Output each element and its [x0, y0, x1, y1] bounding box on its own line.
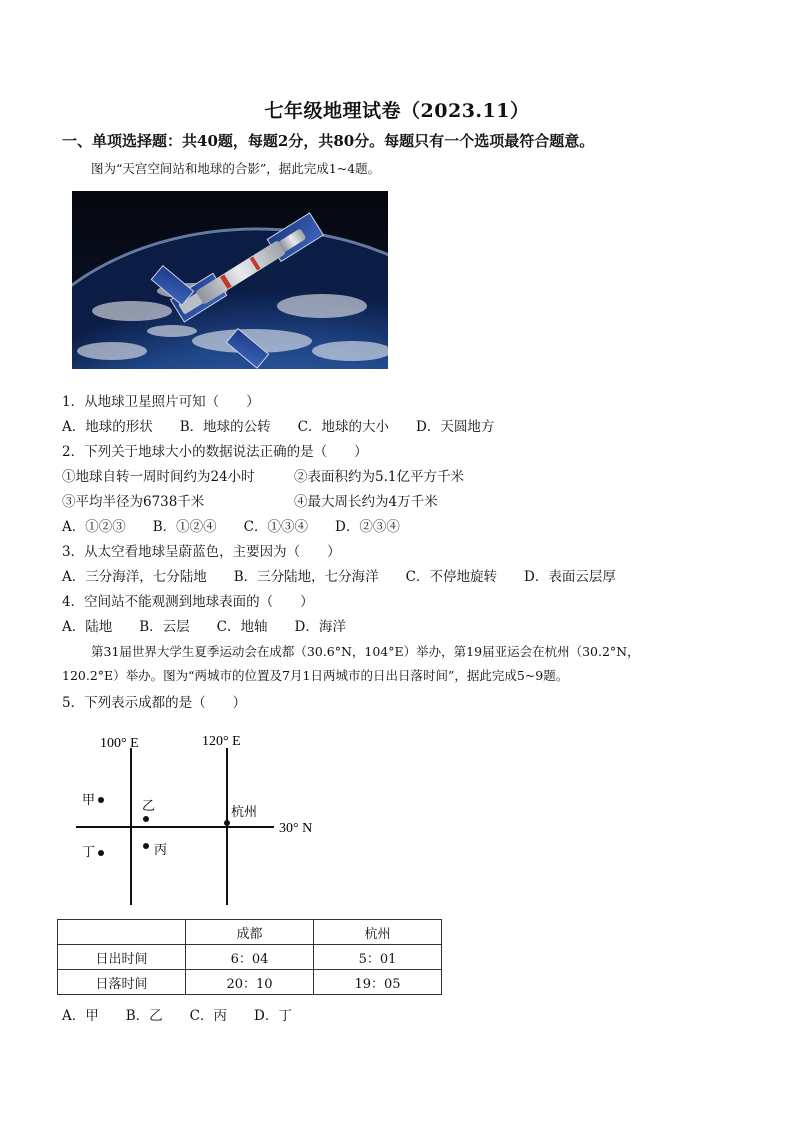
section-heading: 一、单项选择题：共40题，每题2分，共80分。每题只有一个选项最符合题意。 [62, 132, 595, 150]
point-bing [143, 843, 149, 849]
q3-options: A．三分海洋，七分陆地 B．三分陆地，七分海洋 C．不停地旋转 D．表面云层厚 [62, 569, 616, 585]
point-bing-label: 丙 [154, 843, 168, 858]
table-cell: 日落时间 [58, 970, 186, 995]
table-cell: 19：05 [314, 970, 442, 995]
q5-stem: 5．下列表示成都的是（ ） [62, 695, 247, 711]
table-cell: 20：10 [186, 970, 314, 995]
point-ding [98, 850, 104, 856]
table-cell: 6：04 [186, 945, 314, 970]
table-row [58, 945, 442, 970]
q1-options: A．地球的形状 B．地球的公转 C．地球的大小 D．天圆地方 [62, 419, 495, 435]
table-header-cell [58, 920, 186, 945]
point-jia-label: 甲 [82, 793, 96, 808]
table-row [58, 970, 442, 995]
table-header-row [58, 920, 442, 945]
q2-item-3: ③平均半径为6738千米 [62, 494, 205, 510]
q2-item-2: ②表面积约为5.1亿平方千米 [294, 469, 464, 485]
q4-stem: 4．空间站不能观测到地球表面的（ ） [62, 594, 314, 610]
group2-intro-line1: 第31届世界大学生夏季运动会在成都（30.6°N，104°E）举办，第19届亚运会在杭州（30.2°N， [91, 644, 640, 659]
lat-30-label: 30° N [279, 821, 313, 836]
q4-options: A．陆地 B．云层 C．地轴 D．海洋 [62, 619, 346, 635]
point-yi-label: 乙 [142, 799, 156, 814]
point-ding-label: 丁 [82, 845, 96, 860]
table-cell: 日出时间 [58, 945, 186, 970]
table-header-cell: 杭州 [314, 920, 442, 945]
table-cell: 5：01 [314, 945, 442, 970]
point-yi [143, 816, 149, 822]
space-station-earth-image [72, 191, 388, 369]
point-hangzhou-label: 杭州 [231, 805, 258, 820]
q2-options: A．①②③ B．①②④ C．①③④ D．②③④ [62, 519, 400, 535]
coordinate-figure [60, 728, 340, 910]
q3-stem: 3．从太空看地球呈蔚蓝色，主要因为（ ） [62, 544, 341, 560]
lon-100-label: 100° E [100, 736, 139, 751]
table-header-cell: 成都 [186, 920, 314, 945]
q2-stem: 2．下列关于地球大小的数据说法正确的是（ ） [62, 444, 368, 460]
point-jia [98, 797, 104, 803]
point-hangzhou [224, 820, 230, 826]
q5-options: A．甲 B．乙 C．丙 D．丁 [62, 1008, 292, 1024]
q1-stem: 1．从地球卫星照片可知（ ） [62, 394, 260, 410]
exam-title: 七年级地理试卷（2023.11） [264, 100, 530, 122]
lon-120-label: 120° E [202, 734, 241, 749]
sunrise-sunset-table [57, 919, 442, 995]
group1-intro: 图为“天宫空间站和地球的合影”，据此完成1~4题。 [91, 161, 381, 176]
q2-item-4: ④最大周长约为4万千米 [294, 494, 438, 510]
space-station-photo [72, 191, 388, 369]
q2-item-1: ①地球自转一周时间约为24小时 [62, 469, 255, 485]
group2-intro-line2: 120.2°E）举办。图为“两城市的位置及7月1日两城市的日出日落时间”，据此完成5~9题。 [62, 668, 569, 683]
